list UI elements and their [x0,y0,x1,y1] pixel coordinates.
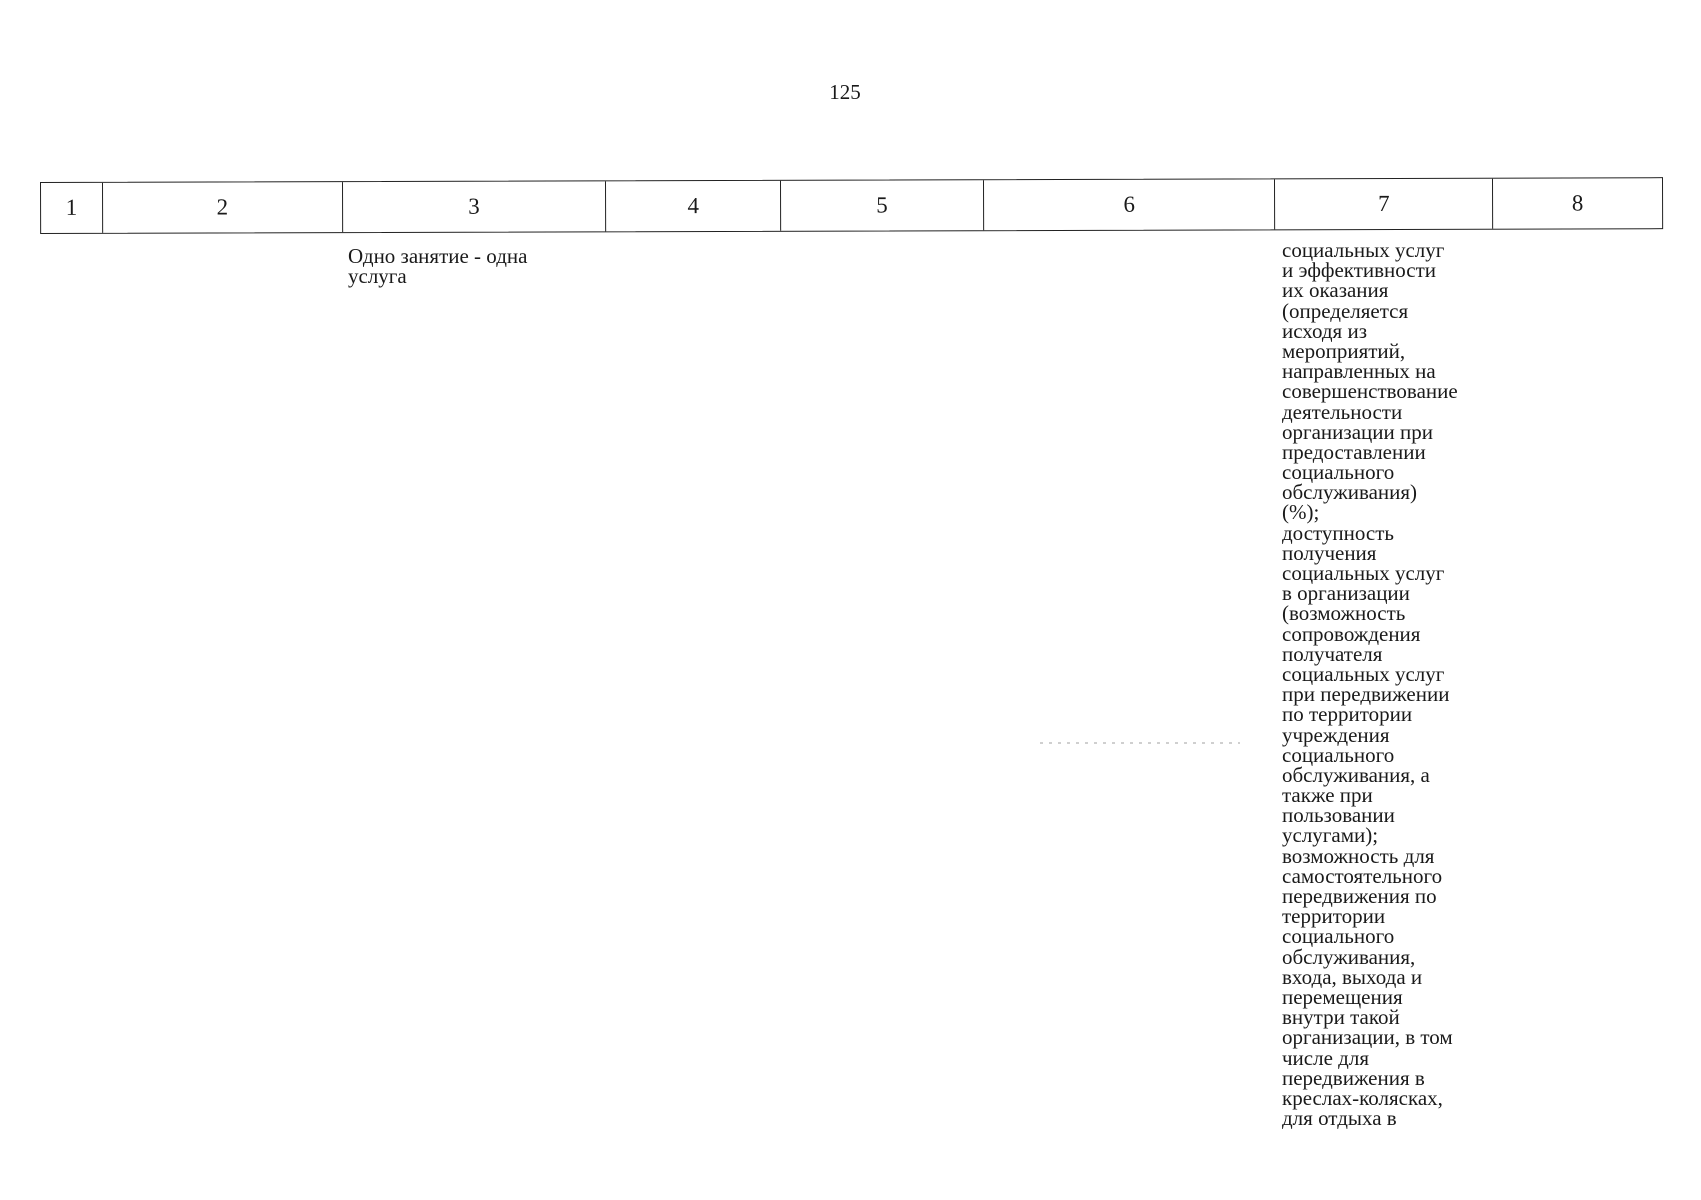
column-7-line: территории [1282,904,1386,929]
column-7-line: внутри такой [1282,1005,1400,1030]
column-7-line: обслуживания, [1282,944,1416,969]
table-header-row [40,177,1663,234]
column-7-line: обслуживания) [1282,480,1418,505]
column-7-line: числе для [1282,1045,1369,1070]
column-7-line: организации, в том [1282,1025,1453,1050]
column-7-line: (%); [1282,500,1320,525]
column-7-line: сопровождения [1282,621,1421,646]
column-7-line: социального [1282,924,1395,949]
column-7-line: направленных на [1282,359,1436,384]
column-7-line: социальных услуг [1282,561,1445,585]
column-7-line: мероприятий, [1282,338,1406,363]
page-number: 125 [829,80,861,104]
column-7-line: в организации [1282,581,1410,606]
column-3-cell-text: Одно занятие - одна услуга [348,244,528,288]
column-7-line: социальных услуг [1282,661,1445,686]
column-7-line: совершенствование [1282,379,1458,404]
column-7-line: обслуживания, а [1282,762,1430,787]
column-7-line: социального [1282,460,1395,485]
column-7-line: организации при [1282,419,1433,444]
column-7-line: социальных услуг [1282,238,1445,262]
column-7-line: самостоятельного [1282,863,1443,888]
column-7-cell-text [1282,238,1502,1131]
column-7-line: передвижения в [1282,1065,1425,1090]
column-7-line: получателя [1282,641,1383,666]
header-cell-4: 4 [606,181,781,232]
column-7-line: перемещения [1282,984,1403,1009]
column-7-line: социального [1282,742,1395,767]
column-7-line: и эффективности [1282,258,1437,283]
header-cell-7: 7 [1275,179,1493,230]
column-7-line: получения [1282,540,1377,565]
header-cell-8: 8 [1571,190,1584,216]
column-7-line: услугами); [1282,823,1379,848]
column-7-line: деятельности [1282,399,1403,424]
header-cell-5: 5 [781,180,984,231]
column-7-line: креслах-колясках, [1282,1085,1443,1110]
column-7-line: учреждения [1282,722,1390,747]
column-7-line: предоставлении [1282,439,1426,464]
column-7-line: по территории [1282,702,1413,727]
column-7-line: их оказания [1282,278,1389,303]
column-7-line: (возможность [1282,601,1406,626]
scan-speck-trail [1040,742,1240,744]
column-7-line: при передвижении [1282,682,1450,707]
header-cell-1: 1 [41,183,103,233]
column-7-line: (определяется [1282,298,1409,323]
column-7-line: исходя из [1282,318,1368,343]
header-cell-3: 3 [343,181,607,232]
column-7-line: передвижения по [1282,884,1437,908]
header-cell-2: 2 [103,182,343,233]
column-7-line: для отдыха в [1282,1106,1397,1131]
column-7-line: также при [1282,783,1373,808]
column-7-line: возможность для [1282,843,1435,868]
column-7-line: входа, выхода и [1282,964,1423,989]
column-7-line: доступность [1282,520,1395,545]
header-cell-6: 6 [984,179,1276,230]
column-7-line: пользовании [1282,803,1395,828]
